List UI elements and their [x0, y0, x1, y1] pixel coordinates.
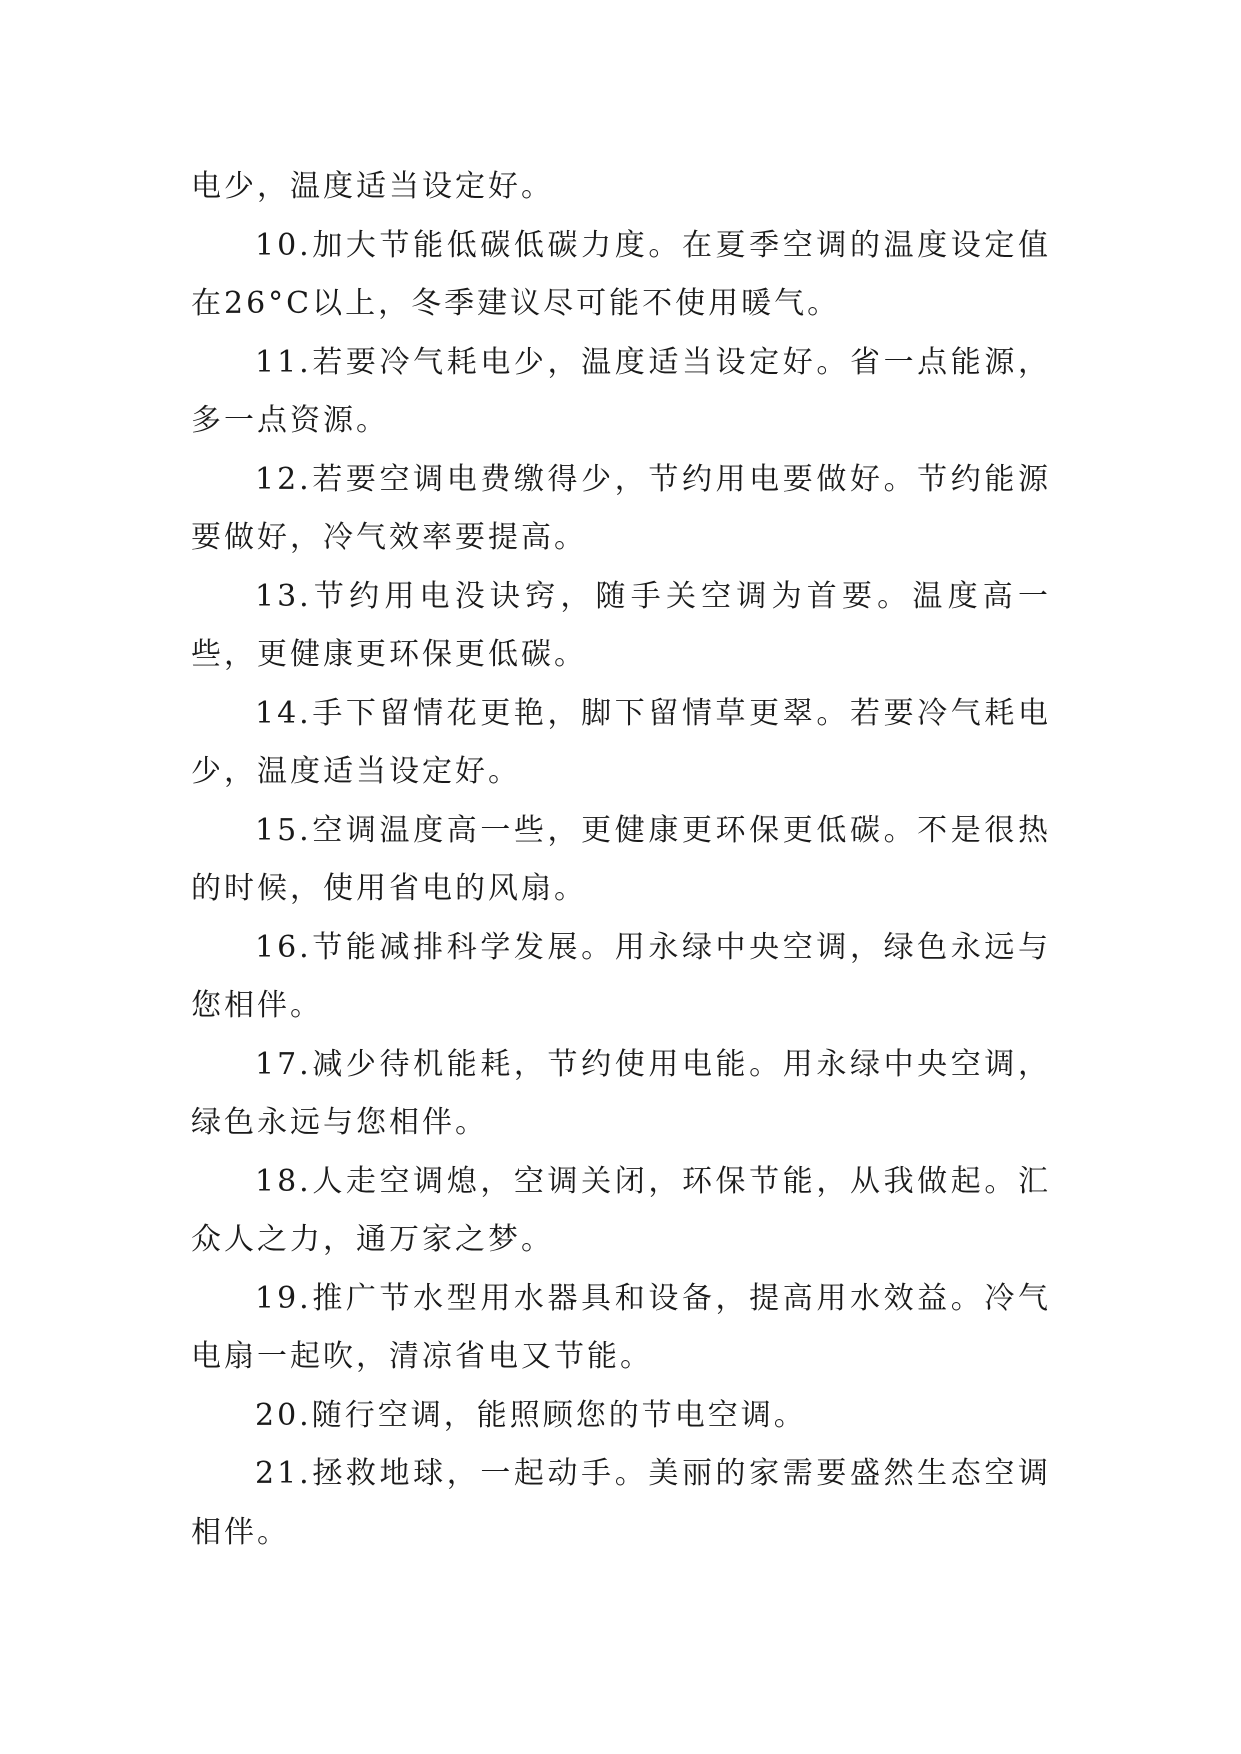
paragraph-item-16: 16.节能减排科学发展。用永绿中央空调，绿色永远与您相伴。: [191, 929, 1051, 1023]
paragraph-item-19: 19.推广节水型用水器具和设备，提高用水效益。冷气电扇一起吹，清凉省电又节能。: [191, 1280, 1051, 1374]
paragraph-item-10: 10.加大节能低碳低碳力度。在夏季空调的温度设定值在26°C以上，冬季建议尽可能不使用暖气。: [191, 227, 1051, 321]
paragraph-item-15: 15.空调温度高一些，更健康更环保更低碳。不是很热的时候，使用省电的风扇。: [191, 812, 1051, 906]
paragraph-item-14: 14.手下留情花更艳，脚下留情草更翠。若要冷气耗电少，温度适当设定好。: [191, 695, 1051, 789]
paragraph-item-12: 12.若要空调电费缴得少，节约用电要做好。节约能源要做好，冷气效率要提高。: [191, 461, 1051, 555]
paragraph-item-20: 20.随行空调，能照顾您的节电空调。: [255, 1397, 807, 1433]
paragraph-item-18: 18.人走空调熄，空调关闭，环保节能，从我做起。汇众人之力，通万家之梦。: [191, 1163, 1051, 1257]
paragraph-continued: 电少，温度适当设定好。: [191, 169, 554, 204]
body-text: [191, 158, 1051, 1562]
paragraph-item-13: 13.节约用电没诀窍，随手关空调为首要。温度高一些，更健康更环保更低碳。: [191, 578, 1051, 672]
paragraph-item-21: 21.拯救地球，一起动手。美丽的家需要盛然生态空调相伴。: [191, 1456, 1051, 1550]
paragraph-item-17: 17.减少待机能耗，节约使用电能。用永绿中央空调，绿色永远与您相伴。: [191, 1046, 1051, 1140]
paragraph-item-11: 11.若要冷气耗电少，温度适当设定好。省一点能源，多一点资源。: [191, 344, 1051, 438]
